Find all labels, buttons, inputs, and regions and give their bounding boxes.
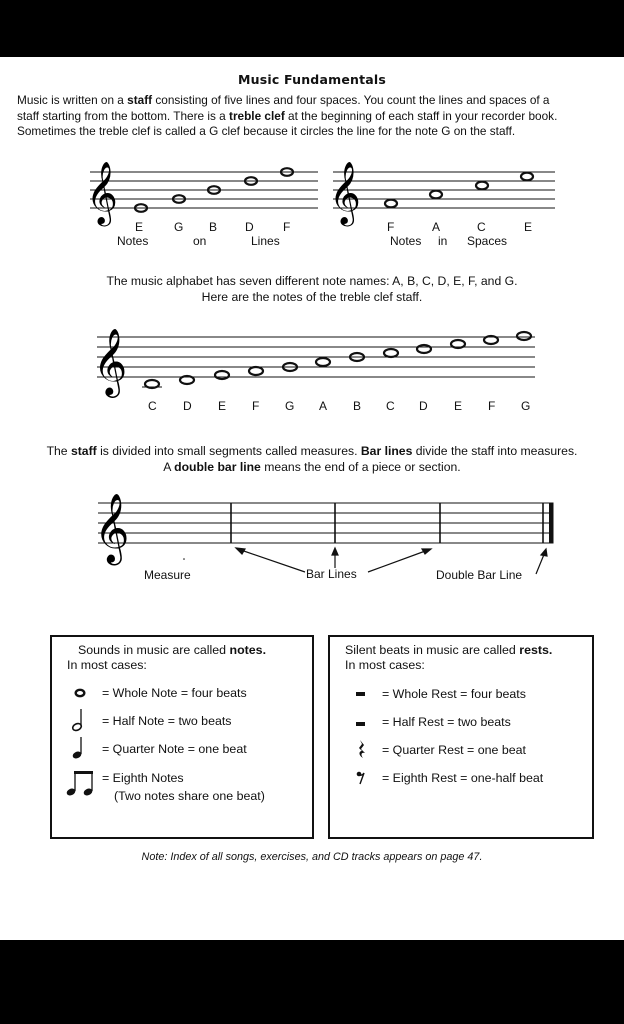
note-c: [384, 349, 398, 357]
alphabet-text: The music alphabet has seven different note names: A, B, C, D, E, F, and G. Here are the notes of the treble clef staff.: [106, 274, 518, 304]
eighth-notes-icon: [66, 769, 96, 799]
staff-lines: [90, 172, 318, 208]
alphabet-note-label: D: [183, 399, 192, 413]
note-a: [430, 191, 442, 199]
lines-note-label: E: [135, 220, 144, 234]
double-bar-thick: [549, 503, 554, 544]
spaces-note-label: C: [477, 220, 486, 234]
lines-caption: Lines: [251, 234, 280, 248]
lines-note-label: G: [174, 220, 184, 234]
page-title: Music Fundamentals: [237, 72, 387, 87]
whole-note-icon: [74, 688, 88, 698]
treble-clef-icon: 𝄞: [93, 329, 128, 394]
alphabet-note-label: B: [353, 399, 362, 413]
note-e: [521, 173, 533, 181]
spaces-note-label: F: [387, 220, 395, 234]
treble-clef-icon: 𝄞: [86, 163, 118, 223]
treble-clef-icon: 𝄞: [329, 163, 361, 223]
alphabet-note-label: A: [319, 399, 328, 413]
measures-text: The staff is divided into small segments called measures. Bar lines divide the staff into measures. A double bar line means the end of a piece or section.: [46, 444, 578, 474]
lines-caption: on: [193, 234, 207, 248]
quarter-note-icon: [71, 735, 87, 761]
footnote: Note: Index of all songs, exercises, and CD tracks appears on page 47.: [141, 851, 483, 863]
spaces-note-label: E: [524, 220, 533, 234]
half-rest-icon: [354, 719, 368, 727]
alphabet-note-label: G: [285, 399, 295, 413]
spaces-caption: in: [438, 234, 448, 248]
note-f: [249, 367, 263, 375]
alphabet-staff: [93, 329, 537, 403]
eighth-rest-icon: [355, 770, 367, 786]
lines-caption: Notes: [117, 234, 149, 248]
lines-note-label: B: [209, 220, 218, 234]
note-e: [215, 371, 229, 379]
alphabet-note-label: C: [148, 399, 157, 413]
alphabet-note-label: F: [252, 399, 260, 413]
spaces-caption: Notes: [390, 234, 422, 248]
intro-paragraph: Music is written on a staff consisting of five lines and four spaces. You count the lines and spaces of a staff starting from the bottom. There is a treble clef at the beginning of each staff in your recorder book. Sometimes the treble clef is called a G clef because it circles the line for the note G on the staff.: [17, 93, 558, 138]
double-bar-line-label: Double Bar Line: [436, 568, 523, 582]
worksheet-page: [0, 57, 624, 940]
measures-staff: [94, 494, 558, 608]
alphabet-note-label: E: [454, 399, 463, 413]
rests-legend-box: Silent beats in music are called rests. In most cases: = Whole Rest = four beats = Half Rest = two beats = Quarter Rest = one beat = Eighth Rest = one-half beat: [328, 635, 594, 839]
measure-label: Measure: [144, 568, 191, 582]
note-f: [385, 200, 397, 208]
spaces-caption: Spaces: [467, 234, 508, 248]
alphabet-note-label: C: [386, 399, 395, 413]
note-g: [517, 332, 531, 340]
lines-note-label: F: [283, 220, 291, 234]
spaces-note-label: A: [432, 220, 441, 234]
quarter-rest-icon: [356, 739, 368, 759]
arrow-to-bar-1: [238, 549, 305, 572]
alphabet-note-label: D: [419, 399, 428, 413]
notes-legend-box: Sounds in music are called notes. In most cases: = Whole Note = four beats = Half Note = two beats = Quarter Note = one beat = Eighth Notes (Two notes share one beat): [50, 635, 314, 839]
whole-rest-icon: [354, 691, 368, 699]
lines-note-label: D: [245, 220, 254, 234]
alphabet-note-label: E: [218, 399, 227, 413]
bar-lines-label: Bar Lines: [306, 567, 357, 581]
alphabet-note-label: G: [521, 399, 531, 413]
note-d: [417, 345, 431, 353]
alphabet-note-label: F: [488, 399, 496, 413]
arrow-to-bar-3: [368, 550, 428, 572]
note-a: [316, 358, 330, 366]
note-c: [476, 182, 488, 190]
half-note-icon: [71, 707, 87, 733]
treble-clef-icon: 𝄞: [94, 494, 130, 561]
